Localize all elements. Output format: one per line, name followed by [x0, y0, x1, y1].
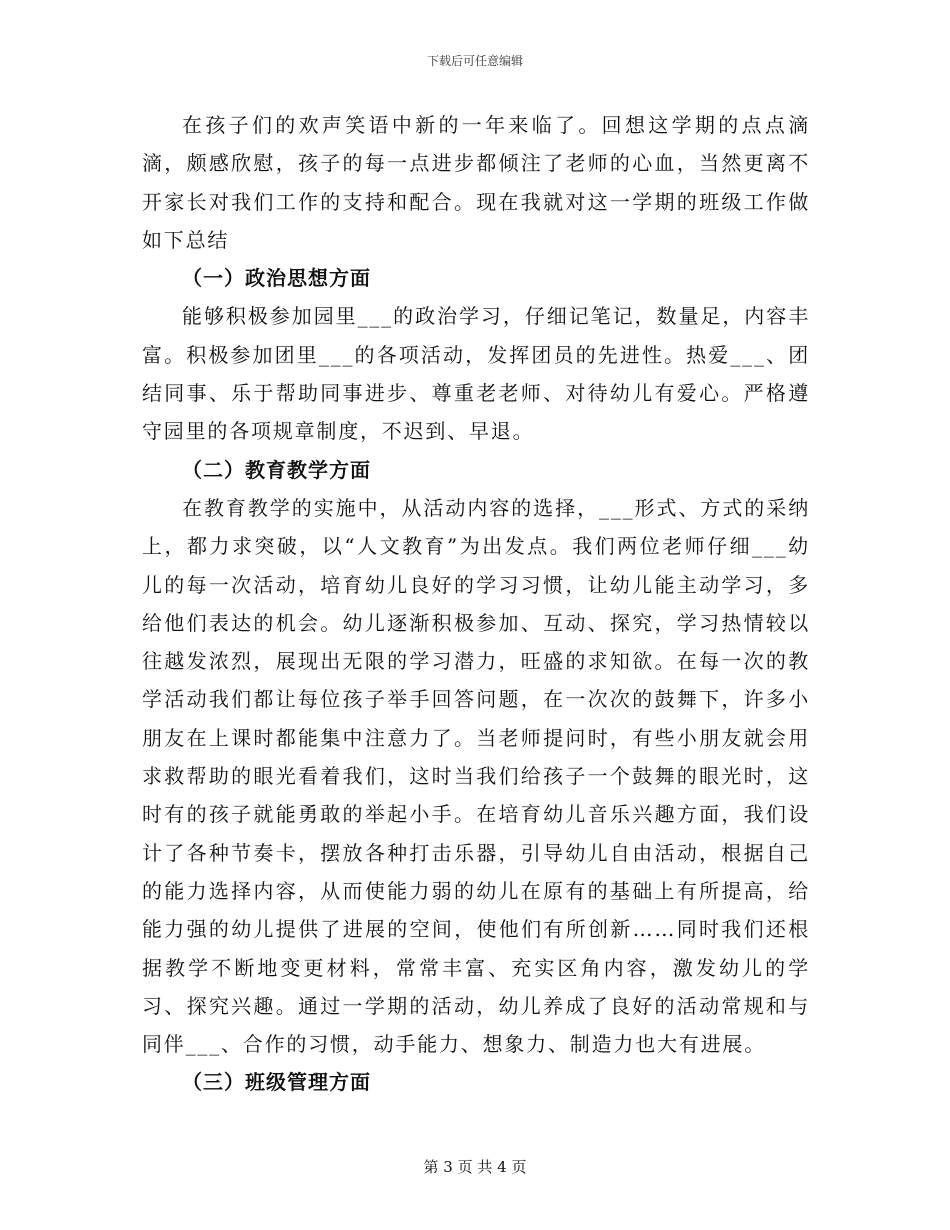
section-heading-politics: （一）政治思想方面: [182, 266, 371, 291]
document-body: [142, 106, 810, 1102]
section-body-politics: 能够积极参加园里___的政治学习，仔细记笔记，数量足，内容丰富。积极参加团里___的各项活动，发挥团员的先进性。热爱___、团结同事、乐于帮助同事进步、尊重老老师、对待幼儿有爱心。严格遵守园里的各项规章制度，不迟到、早退。: [142, 304, 810, 444]
intro-paragraph: 在孩子们的欢声笑语中新的一年来临了。回想这学期的点点滴滴，颇感欣慰，孩子的每一点进步都倾注了老师的心血，当然更离不开家长对我们工作的支持和配合。现在我就对这一学期的班级工作做如下总结: [142, 113, 810, 252]
section-heading-class-management: （三）班级管理方面: [182, 1070, 371, 1095]
page-footer: 第 3 页 共 4 页: [423, 1158, 527, 1176]
section-body-teaching: 在教育教学的实施中，从活动内容的选择，___形式、方式的采纳上，都力求突破，以“人文教育”为出发点。我们两位老师仔细___幼儿的每一次活动，培育幼儿良好的学习习惯，让幼儿能主动学习，多给他们表达的机会。幼儿逐渐积极参加、互动、探究，学习热情较以往越发浓烈，展现出无限的学习潜力，旺盛的求知欲。在每一次的教学活动我们都让每位孩子举手回答问题，在一次次的鼓舞下，许多小朋友在上课时都能集中注意力了。当老师提问时，有些小朋友就会用求救帮助的眼光看着我们，这时当我们给孩子一个鼓舞的眼光时，这时有的孩子就能勇敢的举起小手。在培育幼儿音乐兴趣方面，我们设计了各种节奏卡，摆放各种打击乐器，引导幼儿自由活动，根据自己的能力选择内容，从而使能力弱的幼儿在原有的基础上有所提高，给能力强的幼儿提供了进展的空间，使他们有所创新……同时我们还根据教学不断地变更材料，常常丰富、充实区角内容，激发幼儿的学习、探究兴趣。通过一学期的活动，幼儿养成了良好的活动常规和与同伴___、合作的习惯，动手能力、想象力、制造力也大有进展。: [142, 495, 810, 1057]
page-header: 下载后可任意编辑: [426, 54, 523, 68]
section-heading-teaching: （二）教育教学方面: [182, 457, 371, 482]
